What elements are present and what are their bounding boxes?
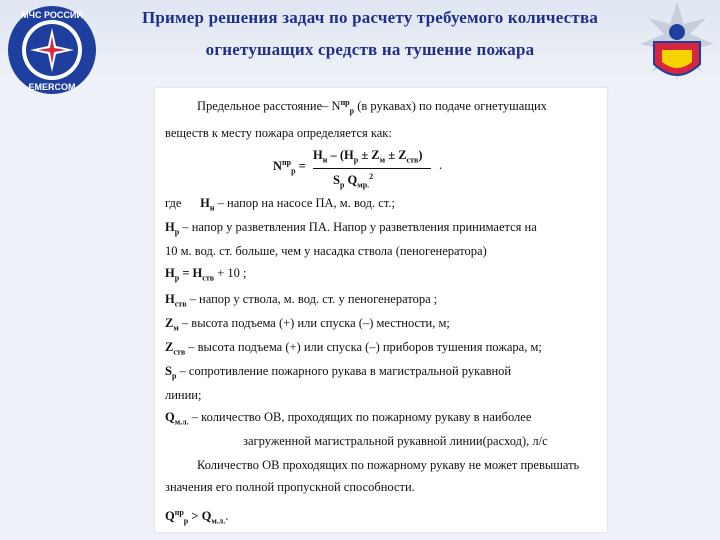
sr-symbol: S: [165, 364, 172, 378]
hr-symbol: Н: [165, 220, 175, 234]
line-1-text: Предельное расстояние– N: [197, 99, 341, 114]
slide-title-line2: огнетушащих средств на тушение пожара: [205, 40, 535, 59]
formula-lhs-n: N: [273, 159, 283, 174]
formula-end: .: [439, 158, 443, 172]
final-rest: > Q: [188, 509, 212, 524]
den-sub1: р: [339, 180, 345, 190]
hreq-sub: р: [174, 273, 180, 283]
formula-numerator: [313, 148, 423, 165]
q-desc: – количество ОВ, проходящих по пожарному рукаву в наиболее: [188, 410, 532, 424]
final-sub: р: [183, 516, 189, 526]
sr-desc: – сопротивление пожарного рукава в магистральной рукавной: [176, 364, 512, 378]
line-hr-eq: [165, 266, 247, 283]
formula: [273, 148, 533, 194]
num-rest4: ): [418, 148, 423, 162]
hr-desc: – напор у разветвления ПА. Напор у разветвления принимается на: [179, 220, 537, 234]
num-rest2: ± Z: [358, 148, 380, 162]
num-h: Н: [313, 148, 323, 162]
den-s: S: [333, 173, 340, 188]
line-hst: [165, 292, 437, 309]
hreq-sub2: ств: [202, 273, 215, 283]
gde-text: где: [165, 196, 182, 210]
sr-sub: р: [171, 371, 177, 381]
num-rest1: – (Н: [327, 148, 354, 162]
formula-eq: =: [298, 159, 306, 174]
svg-text:МЧС РОССИИ: МЧС РОССИИ: [21, 10, 83, 20]
line-1-sub: р: [349, 106, 355, 116]
hreq-rest: + 10 ;: [214, 266, 247, 280]
hst-sub: ств: [174, 299, 187, 309]
hn-desc: – напор на насосе ПА, м. вод. ст.;: [214, 196, 395, 210]
zst-desc: – высота подъема (+) или спуска (–) приборов тушения пожара, м;: [185, 340, 542, 354]
line-limit2: значения его полной пропускной способности.: [165, 480, 415, 494]
line-final: [165, 508, 228, 526]
den-sub2: мр.: [357, 180, 370, 190]
zm-symbol: Z: [165, 316, 174, 330]
hreq-mid: = Н: [179, 266, 203, 280]
zst-sub: ств: [173, 347, 186, 357]
formula-lhs-sub: р: [291, 166, 296, 176]
final-sup: пр: [174, 508, 184, 517]
zm-sub: м: [173, 323, 179, 333]
num-sub4: ств: [406, 155, 419, 165]
den-sup: 2: [369, 172, 374, 181]
line-1-rest: (в рукавах) по подаче огнетушащих: [354, 99, 547, 114]
svg-text:EMERCOM: EMERCOM: [28, 82, 76, 92]
num-sub1: н: [322, 155, 328, 165]
slide-header: [0, 0, 720, 92]
fraction-bar: [313, 168, 431, 169]
line-zm: [165, 316, 450, 333]
line-2: веществ к месту пожара определяется как:: [165, 126, 392, 140]
zst-symbol: Z: [165, 340, 174, 354]
line-1-sup: пр: [340, 98, 350, 107]
q-symbol: Q: [165, 410, 175, 424]
hst-desc: – напор у ствола, м. вод. ст. у пеногенератора ;: [186, 292, 438, 306]
line-gde: [165, 196, 395, 213]
fire-service-emblem-icon: [640, 2, 714, 88]
hr-sub: р: [174, 227, 180, 237]
line-sr2: линии;: [165, 388, 202, 402]
q-sub: м.л.: [174, 417, 189, 427]
line-zst: [165, 340, 542, 357]
num-rest3: ± Z: [385, 148, 407, 162]
hn-symbol: Н: [200, 196, 210, 210]
hn-sub: н: [209, 203, 215, 213]
document-image: [155, 88, 607, 532]
line-hr2: 10 м. вод. ст. больше, чем у насадка ствола (пеногенератора): [165, 244, 487, 258]
zm-desc: – высота подъема (+) или спуска (–) местности, м;: [178, 316, 450, 330]
final-end: .: [225, 509, 229, 524]
line-q: [165, 410, 531, 427]
hst-symbol: Н: [165, 292, 175, 306]
line-1: [197, 98, 547, 116]
num-sub2: р: [353, 155, 359, 165]
formula-lhs-sup: пр: [282, 158, 292, 167]
line-q2: загруженной магистральной рукавной линии(расход), л/с: [243, 434, 548, 448]
hreq-h: Н: [165, 266, 175, 280]
num-sub3: м: [379, 155, 386, 165]
final-q: Q: [165, 509, 175, 524]
emercom-logo-icon: [6, 4, 98, 96]
final-sub2: м.л.: [211, 516, 226, 526]
line-sr: [165, 364, 511, 381]
formula-lhs: [273, 158, 306, 176]
line-limit1: Количество ОВ проходящих по пожарному рукаву не может превышать: [197, 458, 580, 472]
formula-denominator: [333, 172, 373, 190]
den-q: Q: [344, 173, 358, 188]
line-hr: [165, 220, 537, 237]
slide-title-line1: Пример решения задач по расчету требуемого количества: [141, 8, 599, 27]
